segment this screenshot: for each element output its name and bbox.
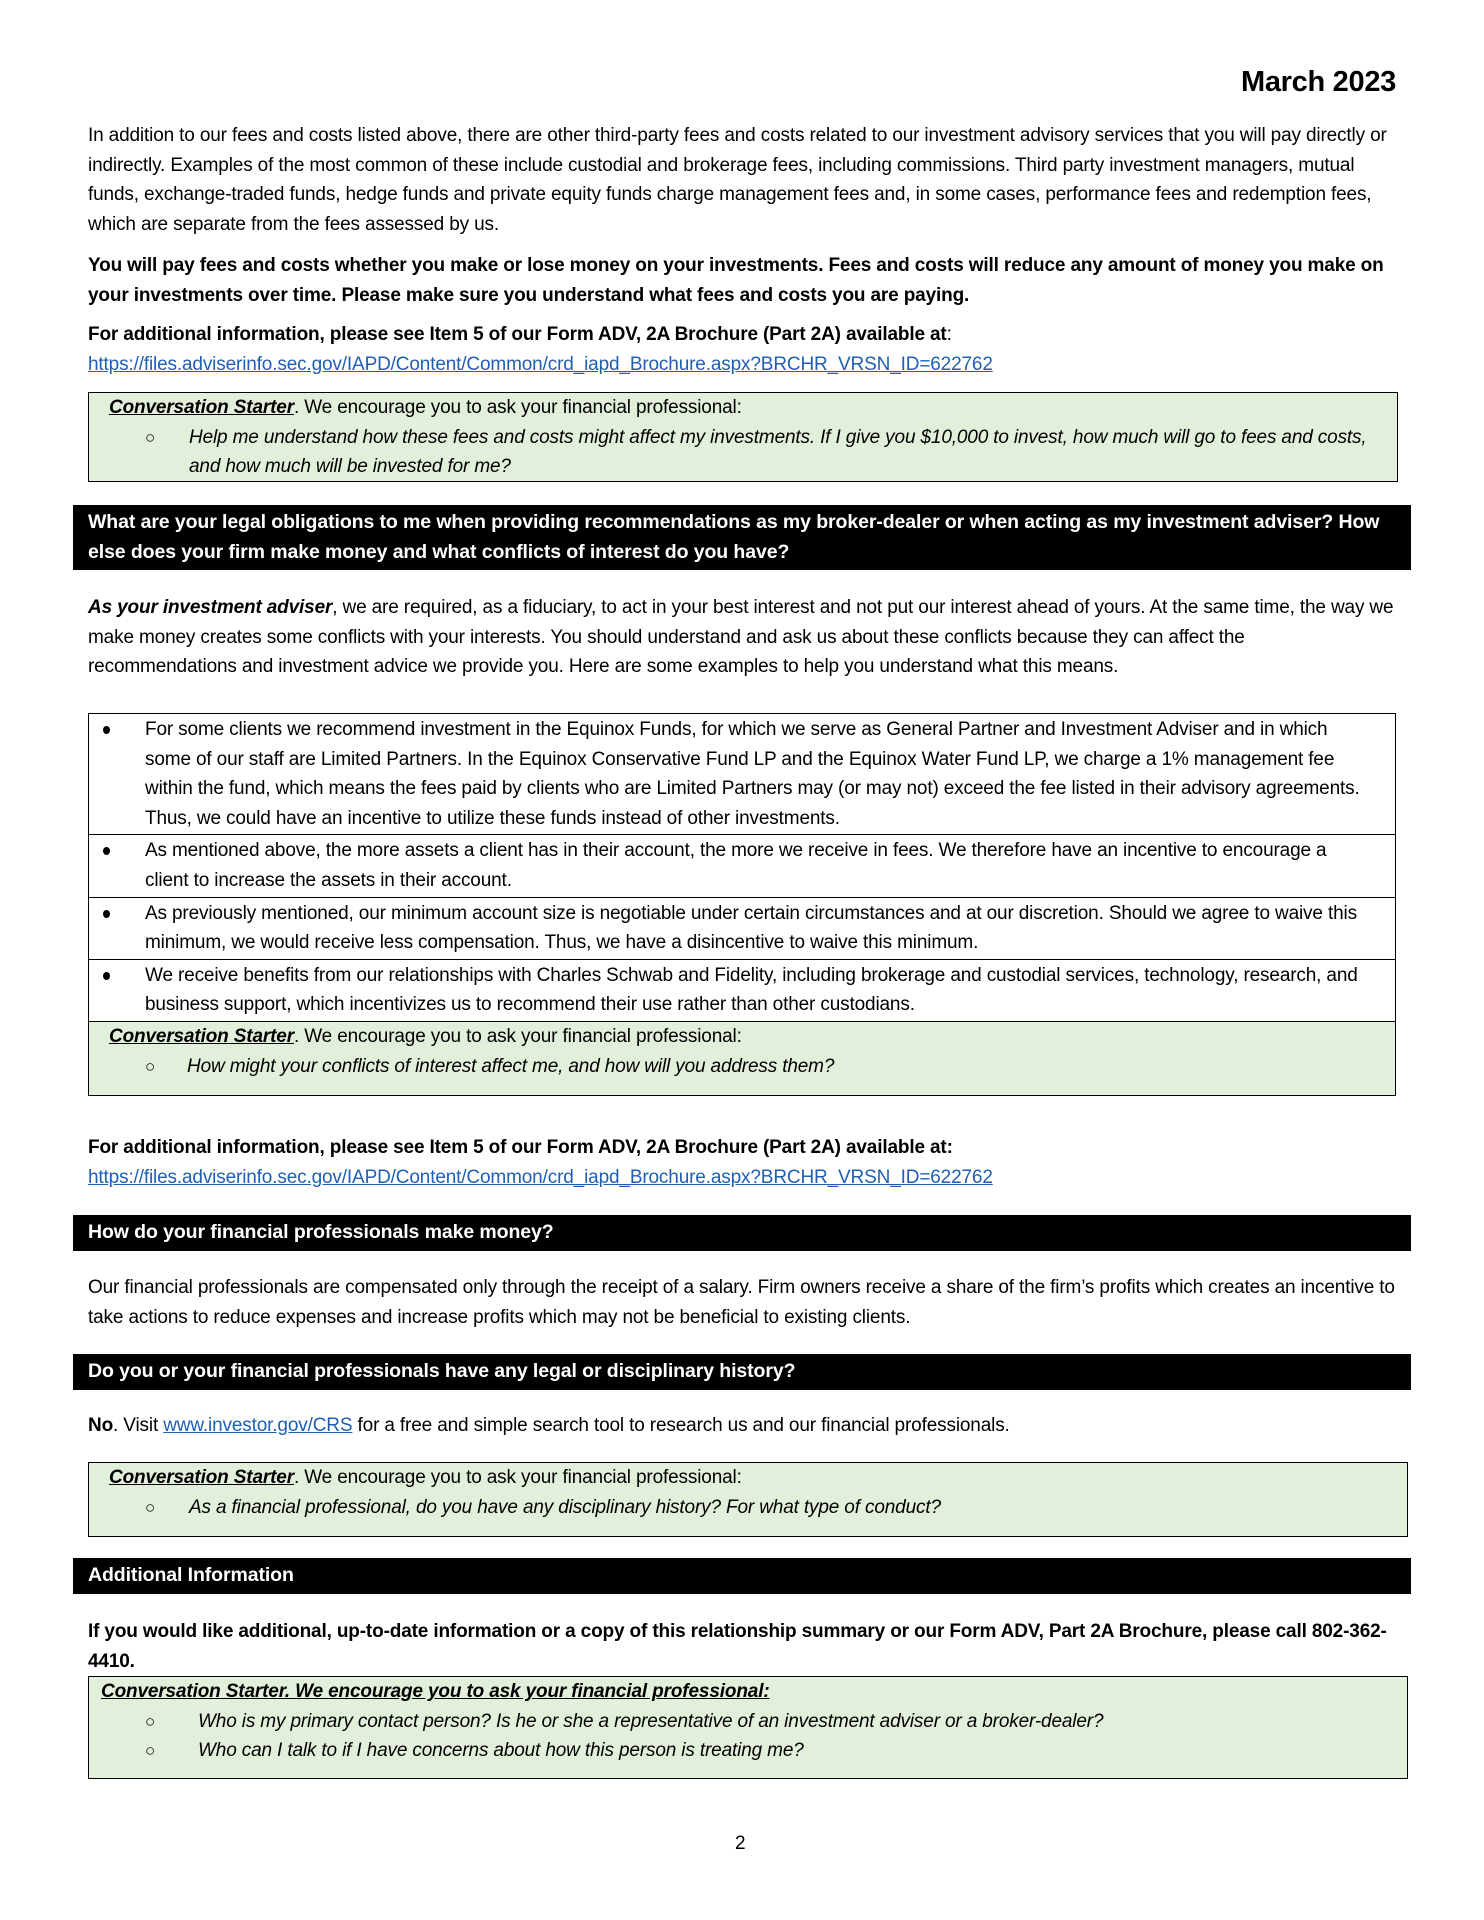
fees-additional-info: For additional information, please see Item 5 of our Form ADV, 2A Brochure (Part 2A) available at: https://files.adviserinfo.sec.gov/IAPD/Content/Common/crd_iapd_Brochure.aspx?BRCHR_VRSN_ID=622762 (88, 324, 993, 375)
conflicts-table (88, 713, 1396, 1096)
hollow-bullet-icon: ○ (145, 1497, 156, 1517)
section-heading-obligations: What are your legal obligations to me when providing recommendations as my broker-dealer or when acting as my investment adviser? How else does your firm make money and what conflicts of interest do you have? (73, 505, 1411, 570)
conversation-question: ○ As a financial professional, do you have any disciplinary history? For what type of conduct? (89, 1493, 1407, 1523)
conflicts-additional-info: For additional information, please see Item 5 of our Form ADV, 2A Brochure (Part 2A) available at: https://files.adviserinfo.sec.gov/IAPD/Content/Common/crd_iapd_Brochure.aspx?BRCHR_VRSN_ID=622762 (88, 1137, 993, 1188)
hollow-bullet-icon: ○ (145, 1056, 156, 1076)
bullet-icon (103, 726, 110, 734)
hollow-bullet-icon: ○ (145, 1711, 156, 1731)
conversation-starter-title: Conversation Starter (109, 397, 294, 418)
conversation-question: ○ Help me understand how these fees and costs might affect my investments. If I give you $10,000 to invest, how much will go to fees and costs, and how much will be invested for me? (89, 423, 1397, 482)
disciplinary-answer: No. Visit www.investor.gov/CRS for a free and simple search tool to research us and our financial professionals. (88, 1415, 1010, 1436)
conversation-starter-box-fees: Conversation Starter. We encourage you to ask your financial professional: ○ Help me understand how these fees and costs might affect my investments. If I give you $10,000 to invest, how much will go to fees and costs, and how much will be invested for me? (88, 392, 1398, 482)
bullet-icon (103, 972, 110, 980)
additional-info-paragraph: If you would like additional, up-to-date information or a copy of this relationship summary or our Form ADV, Part 2A Brochure, please call 802-362-4410. (88, 1621, 1387, 1672)
document-date: March 2023 (1241, 66, 1396, 98)
investor-gov-link[interactable]: www.investor.gov/CRS (163, 1415, 353, 1436)
hollow-bullet-icon: ○ (145, 427, 156, 447)
fiduciary-paragraph: As your investment adviser, we are required, as a fiduciary, to act in your best interest and not put our interest ahead of yours. At the same time, the way we make money creates some conflicts with your interests. You should understand and ask us about these conflicts because they can affect the recommendations and investment advice we provide you. Here are some examples to help you understand what this means. (88, 597, 1394, 678)
additional-info-label: For additional information, please see Item 5 of our Form ADV, 2A Brochure (Part 2A) available at (88, 324, 947, 345)
conversation-question: ○ Who is my primary contact person? Is he or she a representative of an investment adviser or a broker-dealer? (89, 1707, 1407, 1737)
conversation-starter-title: Conversation Starter (109, 1467, 294, 1488)
section-heading-additional-info: Additional Information (73, 1558, 1411, 1594)
section-heading-disciplinary: Do you or your financial professionals have any legal or disciplinary history? (73, 1354, 1411, 1390)
conflict-item: We receive benefits from our relationships with Charles Schwab and Fidelity, including brokerage and custodial services, technology, research, and business support, which incentivizes us to recommend their use rather than other custodians. (89, 960, 1395, 1022)
brochure-link[interactable]: https://files.adviserinfo.sec.gov/IAPD/Content/Common/crd_iapd_Brochure.aspx?BRCHR_VRSN_ID=622762 (88, 1166, 993, 1188)
conversation-question: ○ How might your conflicts of interest affect me, and how will you address them? (89, 1052, 1395, 1082)
section-heading-compensation: How do your financial professionals make money? (73, 1215, 1411, 1251)
conversation-starter-title: Conversation Starter (109, 1025, 294, 1047)
conflict-item: As previously mentioned, our minimum account size is negotiable under certain circumstances and at our discretion. Should we agree to waive this minimum, we would receive less compensation. Thus, we have a disincentive to waive this minimum. (89, 898, 1395, 960)
conversation-question: ○ Who can I talk to if I have concerns about how this person is treating me? (89, 1736, 1407, 1766)
third-party-fees-paragraph: In addition to our fees and costs listed above, there are other third-party fees and costs related to our investment advisory services that you will pay directly or indirectly. Examples of the most common of these include custodial and brokerage fees, including commissions. Third party investment managers, mutual funds, exchange-traded funds, hedge funds and private equity funds charge management fees and, in some cases, performance fees and redemption fees, which are separate from the fees assessed by us. (88, 125, 1387, 235)
conflict-item: As mentioned above, the more assets a client has in their account, the more we receive in fees. We therefore have an incentive to encourage a client to increase the assets in their account. (89, 835, 1395, 897)
fees-notice: You will pay fees and costs whether you make or lose money on your investments. Fees and costs will reduce any amount of money you make on your investments over time. Please make sure you understand what fees and costs you are paying. (88, 255, 1384, 306)
bullet-icon (103, 910, 110, 918)
conversation-starter-box-additional (88, 1676, 1408, 1779)
bullet-icon (103, 847, 110, 855)
hollow-bullet-icon: ○ (145, 1741, 156, 1761)
brochure-link[interactable]: https://files.adviserinfo.sec.gov/IAPD/Content/Common/crd_iapd_Brochure.aspx?BRCHR_VRSN_ID=622762 (88, 353, 993, 375)
conversation-starter-box-disciplinary: Conversation Starter. We encourage you to ask your financial professional: ○ As a financial professional, do you have any disciplinary history? For what type of conduct? (88, 1462, 1408, 1537)
conversation-starter-title: Conversation Starter. We encourage you to ask your financial professional: (101, 1681, 770, 1702)
page-number: 2 (735, 1833, 746, 1854)
compensation-paragraph: Our financial professionals are compensated only through the receipt of a salary. Firm owners receive a share of the firm’s profits which creates an incentive to take actions to reduce expenses and increase profits which may not be beneficial to existing clients. (88, 1277, 1395, 1328)
conversation-starter-box-conflicts: Conversation Starter. We encourage you to ask your financial professional: ○ How might your conflicts of interest affect me, and how will you address them? (89, 1022, 1395, 1095)
conflict-item: For some clients we recommend investment in the Equinox Funds, for which we serve as General Partner and Investment Adviser and in which some of our staff are Limited Partners. In the Equinox Conservative Fund LP and the Equinox Water Fund LP, we charge a 1% management fee within the fund, which means the fees paid by clients who are Limited Partners may (or may not) exceed the fee listed in their advisory agreements. Thus, we could have an incentive to utilize these funds instead of other investments. (89, 714, 1395, 835)
